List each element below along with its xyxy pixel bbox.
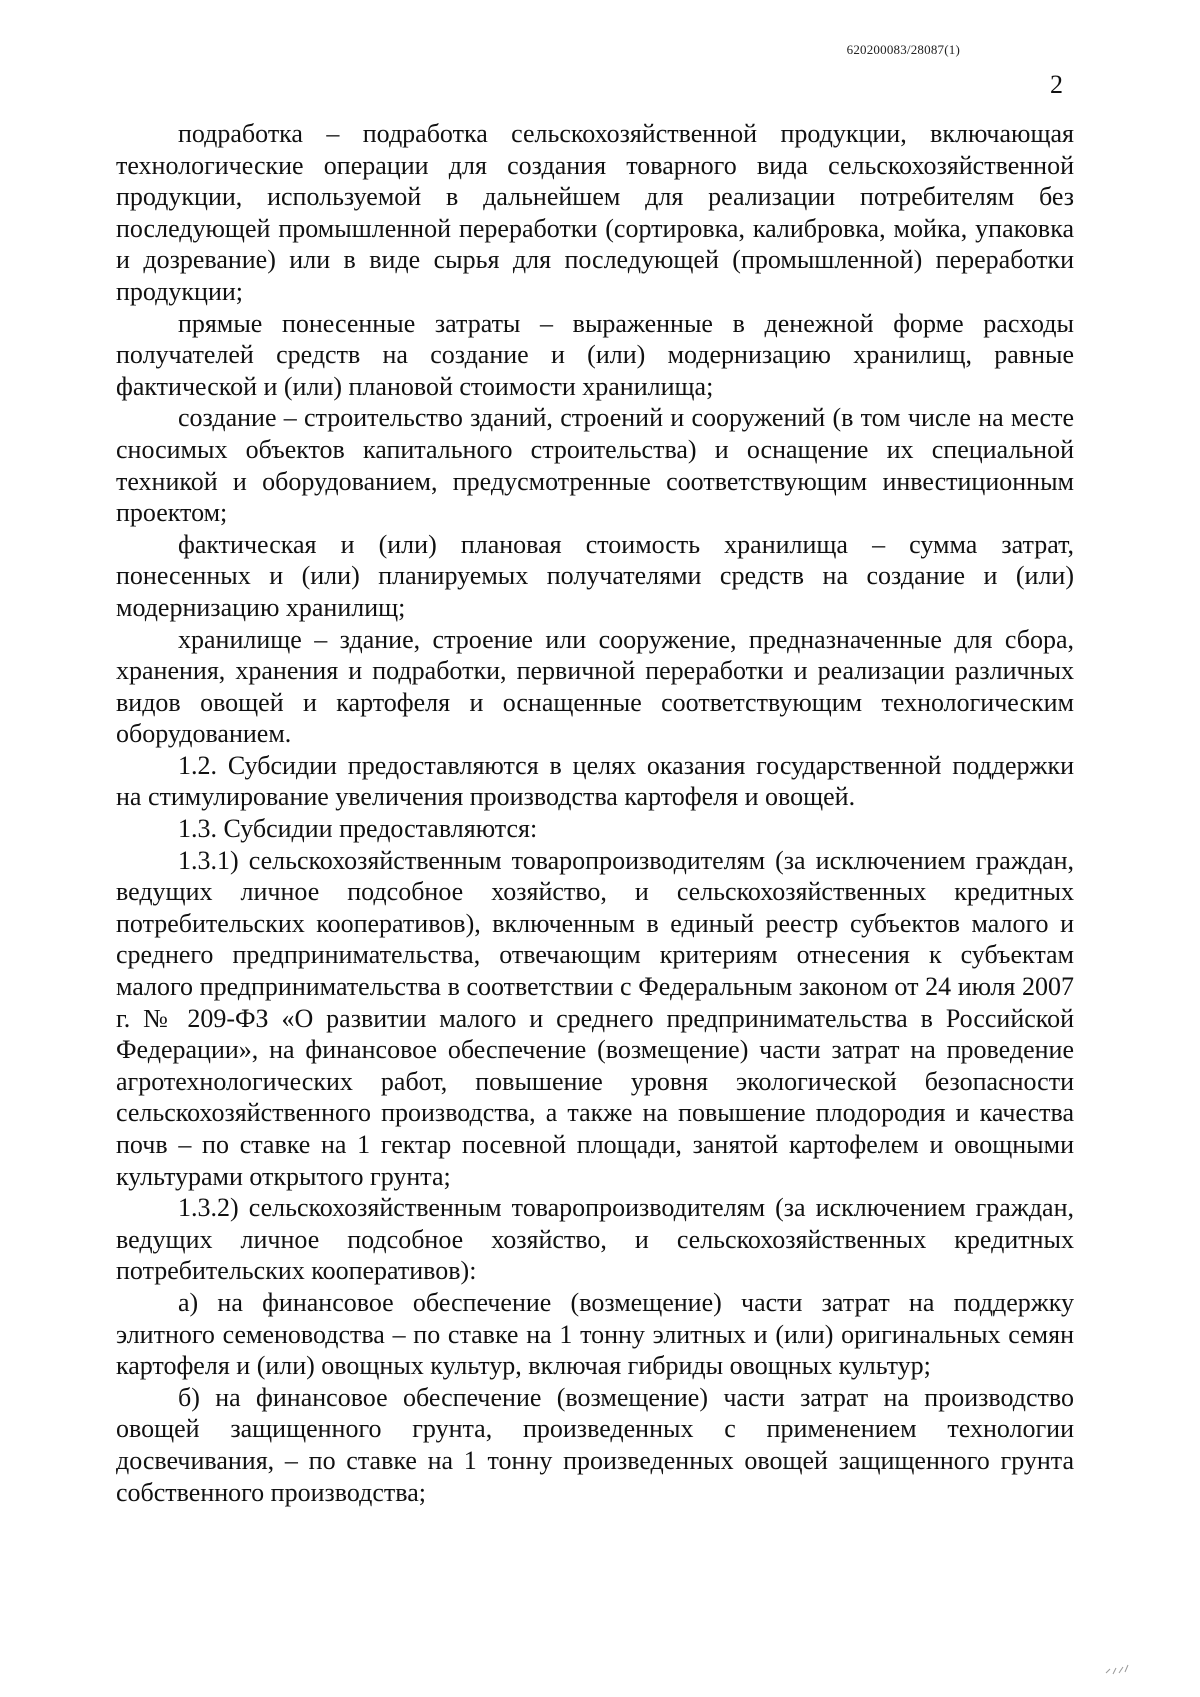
paragraph-1-3-2-b: б) на финансовое обеспечение (возмещение) части затрат на производство овощей защищенного грунта, произведенных с применением технологии досвечивания, – по ставке на 1 тонну произведенных овощей защищенного грунта собственного производства; (116, 1382, 1074, 1507)
paragraph-1-3-1: 1.3.1) сельскохозяйственным товаропроизводителям (за исключением граждан, ведущих личное подсобное хозяйство, и сельскохозяйственных кредитных потребительских кооперативов), включенным в единый реестр субъектов малого и среднего предпринимательства, отвечающим критериям отнесения к субъектам малого предпринимательства в соответствии с Федеральным законом от 24 июля 2007 г. № 209-ФЗ «О развитии малого и среднего предпринимательства в Российской Федерации», на финансовое обеспечение (возмещение) части затрат на проведение агротехнологических работ, повышение уровня экологической безопасности сельскохозяйственного производства, а также на повышение плодородия и качества почв – по ставке на 1 гектар посевной площади, занятой картофелем и овощными культурами открытого грунта; (116, 845, 1074, 1191)
paragraph-definition-podrabotka: подработка – подработка сельскохозяйственной продукции, включающая технологические операции для создания товарного вида сельскохозяйственной продукции, используемой в дальнейшем для реализации потребителям без последующей промышленной переработки (сортировка, калибровка, мойка, упаковка и дозревание) или в виде сырья для последующей (промышленной) переработки продукции; (116, 119, 1074, 306)
paragraph-1-3: 1.3. Субсидии предоставляются: (178, 814, 538, 844)
paragraph-1-2: 1.2. Субсидии предоставляются в целях оказания государственной поддержки на стимулирование увеличения производства картофеля и овощей. (116, 750, 1074, 812)
page-number: 2 (1050, 70, 1063, 99)
paragraph-1-3-2-a: а) на финансовое обеспечение (возмещение) части затрат на поддержку элитного семеноводства – по ставке на 1 тонну элитных и (или) оригинальных семян картофеля и (или) овощных культур, включая гибриды овощных культур; (116, 1287, 1074, 1381)
paragraph-definition-creation: создание – строительство зданий, строений и сооружений (в том числе на месте сносимых объектов капитального строительства) и оснащение их специальной техникой и оборудованием, предусмотренные соответствующим инвестиционным проектом; (116, 403, 1074, 528)
paragraph-1-3-2: 1.3.2) сельскохозяйственным товаропроизводителям (за исключением граждан, ведущих личное подсобное хозяйство, и сельскохозяйственных кредитных потребительских кооперативов): (116, 1193, 1074, 1286)
scan-artifact-icon (1104, 1661, 1130, 1675)
paragraph-definition-direct-costs: прямые понесенные затраты – выраженные в денежной форме расходы получателей средств на создание и (или) модернизацию хранилищ, равные фактической и (или) плановой стоимости хранилища; (116, 308, 1074, 401)
document-id: 620200083/28087(1) (846, 42, 960, 57)
paragraph-definition-storage-cost: фактическая и (или) плановая стоимость хранилища – сумма затрат, понесенных и (или) планируемых получателями средств на создание и (или) модернизацию хранилищ; (116, 529, 1074, 622)
document-body (116, 118, 1074, 1508)
paragraph-definition-storage: хранилище – здание, строение или сооружение, предназначенные для сбора, хранения, хранения и подработки, первичной переработки и реализации различных видов овощей и картофеля и оснащенные соответствующим технологическим оборудованием. (116, 624, 1074, 749)
